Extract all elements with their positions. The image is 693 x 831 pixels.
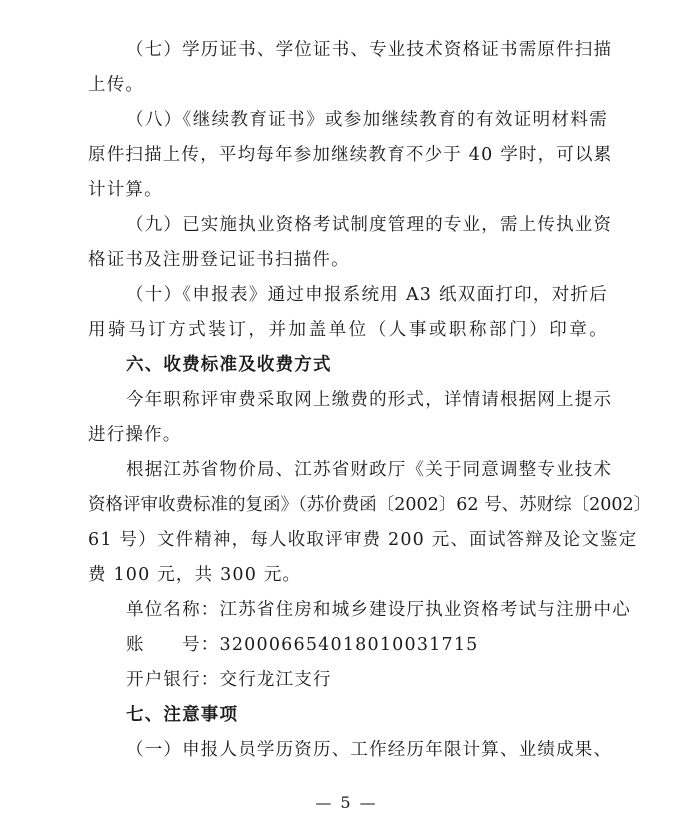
section-heading: 七、注意事项 <box>126 705 239 725</box>
paragraph-line: 61 号）文件精神，每人收取评审费 200 元、面试答辩及论文鉴定 <box>88 530 638 550</box>
paragraph-line: 进行操作。 <box>88 425 182 445</box>
paragraph-line: 格证书及注册登记证书扫描件。 <box>88 250 350 270</box>
paragraph-line: （九）已实施执业资格考试制度管理的专业，需上传执业资 <box>126 215 613 235</box>
account-bank: 开户银行：交行龙江支行 <box>126 670 332 690</box>
paragraph-line: 根据江苏省物价局、江苏省财政厅《关于同意调整专业技术 <box>126 460 613 480</box>
page-number: — 5 — <box>315 793 378 812</box>
account-number: 账 号：32000665401801003171​5 <box>126 635 479 655</box>
paragraph-line: 今年职称评审费采取网上缴费的形式，详情请根据网上提示 <box>126 390 613 410</box>
paragraph-line: 用骑马订方式装订，并加盖单位（人事或职称部门）印章。 <box>88 320 608 340</box>
paragraph-line: 上传。 <box>88 75 145 95</box>
paragraph-line: （十）《申报表》通过申报系统用 A3 纸双面打印，对折后 <box>126 285 608 305</box>
paragraph-line: 原件扫描上传，平均每年参加继续教育不少于 40 学时，可以累 <box>88 145 613 165</box>
paragraph-line: 计计算。 <box>88 180 163 200</box>
paragraph-line: 费 100 元，共 300 元。 <box>88 565 302 585</box>
paragraph-line: （一）申报人员学历资历、工作经历年限计算、业绩成果、 <box>126 740 613 760</box>
account-unit-name: 单位名称：江苏省住房和城乡建设厅执业资格考试与注册中心 <box>126 600 631 620</box>
paragraph-line: （八）《继续教育证书》或参加继续教育的有效证明材料需 <box>126 110 608 130</box>
paragraph-line: （七）学历证书、学位证书、专业技术资格证书需原件扫描 <box>126 40 613 60</box>
paragraph-line: 资格评审收费标准的复函》（苏价费函〔2002〕62 号、苏财综〔2002〕 <box>88 495 652 515</box>
section-heading: 六、收费标准及收费方式 <box>126 355 332 375</box>
